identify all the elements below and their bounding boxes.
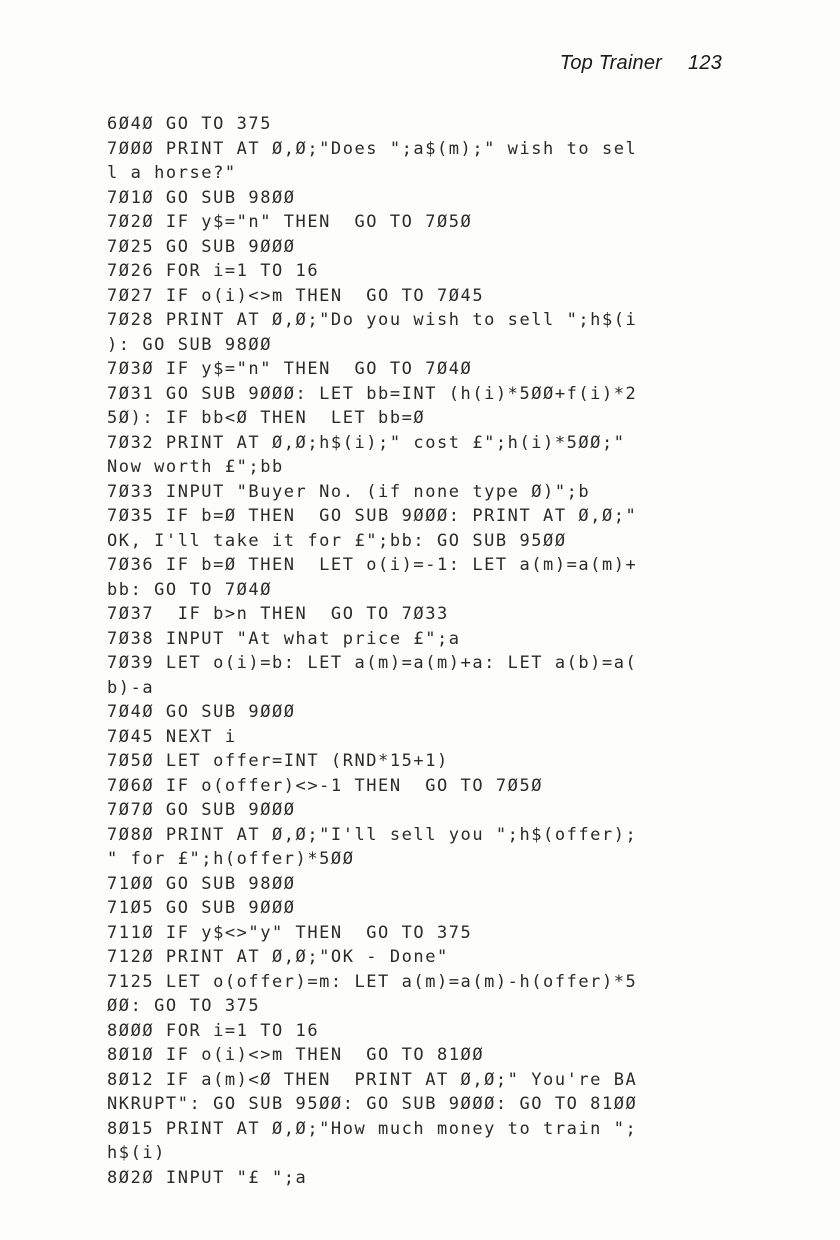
code-line: h$(i)	[107, 1143, 166, 1163]
code-line: 7Ø27 IF o(i)<>m THEN GO TO 7Ø45	[107, 285, 485, 306]
code-line: 71Ø5 GO SUB 9ØØØ	[107, 898, 296, 918]
code-line: 7ØØØ PRINT AT Ø,Ø;"Does ";a$(m);" wish to sel	[107, 138, 638, 159]
code-line: 7Ø33 INPUT "Buyer No. (if none type Ø)";b	[107, 481, 591, 502]
code-line: 7Ø45 NEXT i	[107, 726, 237, 747]
code-line: 7Ø25 GO SUB 9ØØØ	[107, 236, 296, 257]
code-line: 7Ø7Ø GO SUB 9ØØØ	[107, 800, 296, 820]
code-line: 8Ø2Ø INPUT "£ ";a	[107, 1167, 308, 1188]
code-line: 711Ø IF y$<>"y" THEN GO TO 375	[107, 922, 473, 943]
code-line: 8Ø1Ø IF o(i)<>m THEN GO TO 81ØØ	[107, 1045, 485, 1065]
code-line: 7Ø38 INPUT "At what price £";a	[107, 628, 461, 649]
code-line: 5Ø): IF bb<Ø THEN LET bb=Ø	[107, 408, 426, 428]
code-line: 7Ø6Ø IF o(offer)<>-1 THEN GO TO 7Ø5Ø	[107, 775, 544, 796]
code-line: ØØ: GO TO 375	[107, 996, 261, 1016]
code-line: 7Ø2Ø IF y$="n" THEN GO TO 7Ø5Ø	[107, 212, 473, 232]
code-line: b)-a	[107, 677, 155, 698]
code-line: 7Ø39 LET o(i)=b: LET a(m)=a(m)+a: LET a(b)=a(	[107, 653, 638, 673]
code-line: 7Ø32 PRINT AT Ø,Ø;h$(i);" cost £";h(i)*5ØØ;"	[107, 432, 626, 453]
code-line: 7Ø36 IF b=Ø THEN LET o(i)=-1: LET a(m)=a(m)+	[107, 555, 638, 575]
code-line: 7Ø31 GO SUB 9ØØØ: LET bb=INT (h(i)*5ØØ+f(i)*2	[107, 383, 638, 404]
basic-program-listing	[107, 112, 747, 1190]
code-line: NKRUPT": GO SUB 95ØØ: GO SUB 9ØØØ: GO TO 81ØØ	[107, 1094, 638, 1114]
code-line: l a horse?"	[107, 163, 237, 183]
code-line: 7Ø3Ø IF y$="n" THEN GO TO 7Ø4Ø	[107, 359, 473, 379]
code-line: 7Ø26 FOR i=1 TO 16	[107, 261, 320, 281]
code-line: bb: GO TO 7Ø4Ø	[107, 579, 272, 600]
code-line: 8Ø15 PRINT AT Ø,Ø;"How much money to train ";	[107, 1118, 638, 1139]
code-line: 712Ø PRINT AT Ø,Ø;"OK - Done"	[107, 947, 449, 967]
code-line: 7Ø5Ø LET offer=INT (RND*15+1)	[107, 751, 449, 771]
code-line: 7Ø37 IF b>n THEN GO TO 7Ø33	[107, 604, 449, 624]
code-line: 7Ø1Ø GO SUB 98ØØ	[107, 187, 296, 208]
code-line: ): GO SUB 98ØØ	[107, 334, 272, 355]
code-line: OK, I'll take it for £";bb: GO SUB 95ØØ	[107, 530, 567, 551]
code-line: 7Ø4Ø GO SUB 9ØØØ	[107, 702, 296, 722]
code-line: 7Ø28 PRINT AT Ø,Ø;"Do you wish to sell ";h$(i	[107, 310, 638, 330]
code-line: 71ØØ GO SUB 98ØØ	[107, 873, 296, 894]
code-line: 8Ø12 IF a(m)<Ø THEN PRINT AT Ø,Ø;" You're BA	[107, 1069, 638, 1090]
code-line: " for £";h(offer)*5ØØ	[107, 849, 355, 869]
code-line: 8ØØØ FOR i=1 TO 16	[107, 1020, 320, 1041]
chapter-title: Top Trainer	[559, 52, 663, 74]
page-number: 123	[688, 52, 722, 74]
code-line: Now worth £";bb	[107, 457, 284, 477]
code-line: 7125 LET o(offer)=m: LET a(m)=a(m)-h(offer)*5	[107, 971, 638, 992]
code-line: 6Ø4Ø GO TO 375	[107, 114, 272, 134]
code-line: 7Ø8Ø PRINT AT Ø,Ø;"I'll sell you ";h$(offer);	[107, 824, 638, 845]
running-head	[560, 52, 722, 75]
code-line: 7Ø35 IF b=Ø THEN GO SUB 9ØØØ: PRINT AT Ø,Ø;"	[107, 506, 638, 526]
